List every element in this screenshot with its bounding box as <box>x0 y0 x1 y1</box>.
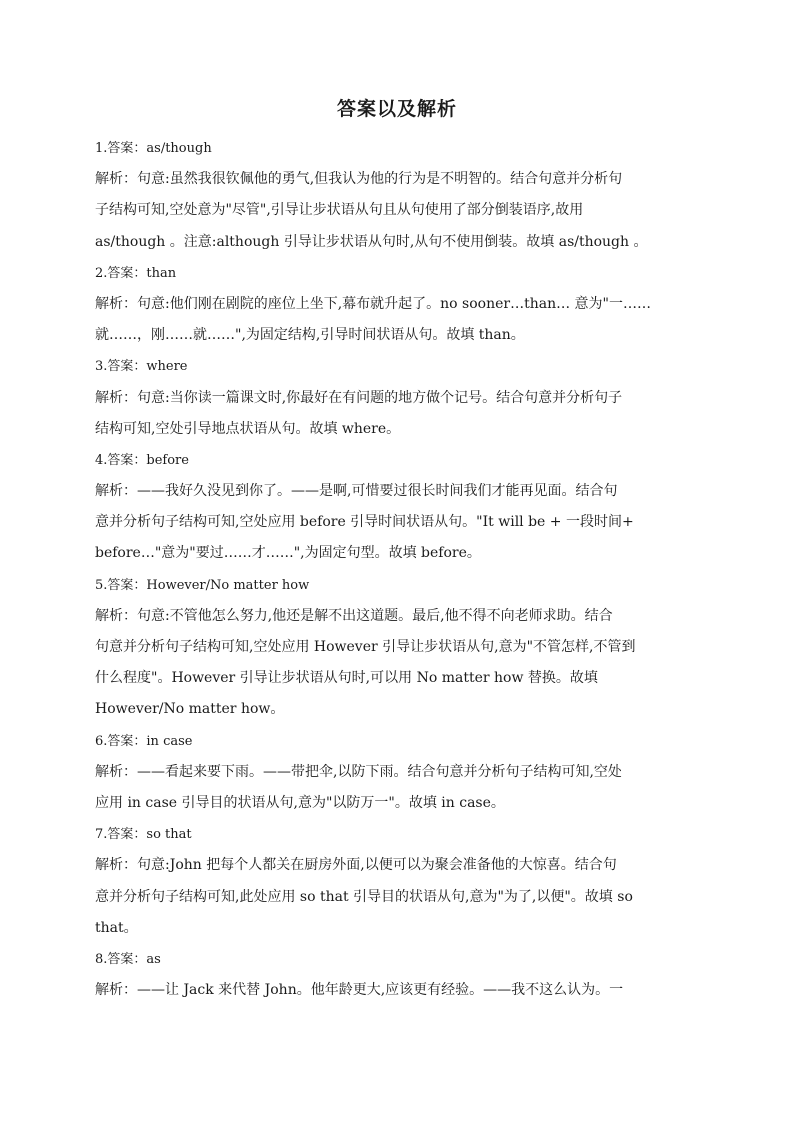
answer-list <box>95 133 701 1006</box>
analysis-line: 什么程度"。However 引导让步状语从句时,可以用 No matter how 替换。故填 <box>95 670 598 687</box>
analysis-line: However/No matter how。 <box>95 701 285 718</box>
answer-line: 3.答案：where <box>95 359 188 375</box>
analysis-line: 解析：句意:当你读一篇课文时,你最好在有问题的地方做个记号。结合句意并分析句子 <box>95 389 623 406</box>
analysis-line: 应用 in case 引导目的状语从句,意为"以防万一"。故填 in case。 <box>95 794 505 811</box>
analysis-line: 子结构可知,空处意为"尽管",引导让步状语从句且从句使用了部分倒装语序,故用 <box>95 202 584 219</box>
answer-line: 4.答案：before <box>95 452 189 468</box>
analysis-line: 解析：——看起来要下雨。——带把伞,以防下雨。结合句意并分析句子结构可知,空处 <box>95 763 622 780</box>
analysis-line: 解析：句意:不管他怎么努力,他还是解不出这道题。最后,他不得不向老师求助。结合 <box>95 607 613 624</box>
analysis-line: 解析：句意:虽然我很钦佩他的勇气,但我认为他的行为是不明智的。结合句意并分析句 <box>95 171 623 188</box>
analysis-line: as/though 。注意:although 引导让步状语从句时,从句不使用倒装。故填 as/though 。 <box>95 233 648 250</box>
analysis-line: before…"意为"要过……才……",为固定句型。故填 before。 <box>95 545 481 562</box>
page-title: 答案以及解析 <box>336 98 457 120</box>
answer-line: 5.答案：However/No matter how <box>95 577 310 593</box>
answer-line: 2.答案：than <box>95 265 177 281</box>
answer-line: 6.答案：in case <box>95 733 193 749</box>
analysis-line: 句意并分析句子结构可知,空处应用 However 引导让步状语从句,意为"不管怎样,不管到 <box>95 639 636 655</box>
analysis-line: 就……，刚……就……",为固定结构,引导时间状语从句。故填 than。 <box>95 327 525 344</box>
answer-line: 7.答案：so that <box>95 827 192 843</box>
analysis-line: 解析：——我好久没见到你了。——是啊,可惜要过很长时间我们才能再见面。结合句 <box>95 483 618 500</box>
analysis-line: 解析：句意:他们刚在剧院的座位上坐下,幕布就升起了。no sooner…than… 意为"一…… <box>95 295 651 312</box>
analysis-line: 解析：句意:John 把每个人都关在厨房外面,以便可以为聚会准备他的大惊喜。结合句 <box>95 857 617 874</box>
answer-line: 8.答案：as <box>95 951 161 967</box>
analysis-line: 意并分析句子结构可知,空处应用 before 引导时间状语从句。"It will be + 一段时间+ <box>95 514 634 531</box>
analysis-line: that。 <box>95 919 138 936</box>
analysis-line: 意并分析句子结构可知,此处应用 so that 引导目的状语从句,意为"为了,以便"。故填 so <box>95 888 633 905</box>
analysis-line: 解析：——让 Jack 来代替 John。他年龄更大,应该更有经验。——我不这么认为。一 <box>95 982 624 999</box>
answer-line: 1.答案：as/though <box>95 141 212 156</box>
analysis-line: 结构可知,空处引导地点状语从句。故填 where。 <box>95 420 401 437</box>
